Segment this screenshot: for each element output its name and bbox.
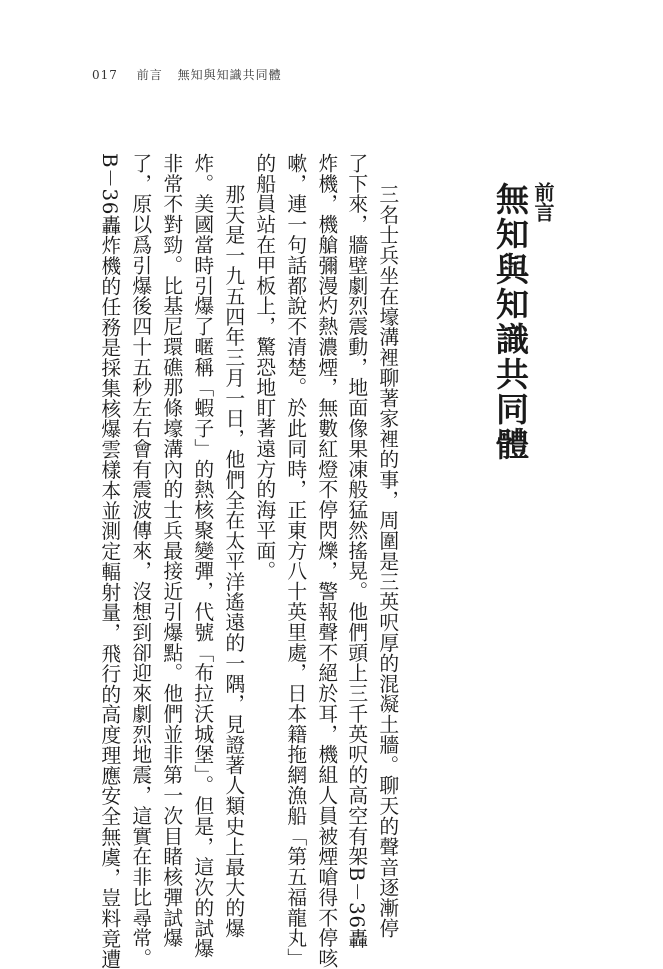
body-column-3: 炸機，機艙彌漫灼熱濃煙，無數紅燈不停閃爍，警報聲不絕於耳，機組人員被煙嗆得不停咳 — [314, 153, 338, 969]
chapter-label: 前言 — [531, 182, 555, 222]
body-column-1: 三名士兵坐在壕溝裡聊著家裡的事，周圍是三英呎厚的混凝土牆。聊天的聲音逐漸停 — [375, 184, 399, 939]
running-header-title: 無知與知識共同體 — [177, 68, 282, 82]
body-column-4: 嗽，連一句話都說不清楚。於此同時，正東方八十英里處，日本籍拖網漁船「第五福龍丸」 — [283, 153, 307, 969]
body-column-7: 炸。美國當時引爆了暱稱「蝦子」的熱核聚變彈，代號「布拉沃城堡」。但是，這次的試爆 — [190, 153, 214, 959]
body-column-2: 了下來，牆壁劇烈震動，地面像果凍般猛然搖晃。他們頭上三千英呎的高空有架B－36轟 — [344, 153, 368, 949]
running-header — [92, 66, 282, 83]
body-column-9: 了，原以爲引爆後四十五秒左右會有震波傳來，沒想到卻迎來劇烈地震，這實在非比尋常。 — [128, 153, 152, 969]
body-column-5: 的船員站在甲板上，驚恐地盯著遠方的海平面。 — [252, 153, 276, 582]
chapter-title: 無知與知識共同體 — [491, 182, 530, 462]
body-column-6: 那天是一九五四年三月一日，他們全在太平洋遙遠的一隅，見證著人類史上最大的爆 — [221, 184, 245, 939]
page-number: 017 — [92, 68, 118, 82]
body-column-10: B－36轟炸機的任務是採集核爆雲樣本並測定輻射量，飛行的高度理應安全無虞，豈料竟遭 — [97, 153, 121, 969]
running-header-section: 前言 — [136, 68, 163, 82]
body-column-8: 非常不對勁。比基尼環礁那條壕溝內的士兵最接近引爆點。他們並非第一次目睹核彈試爆 — [159, 153, 183, 949]
